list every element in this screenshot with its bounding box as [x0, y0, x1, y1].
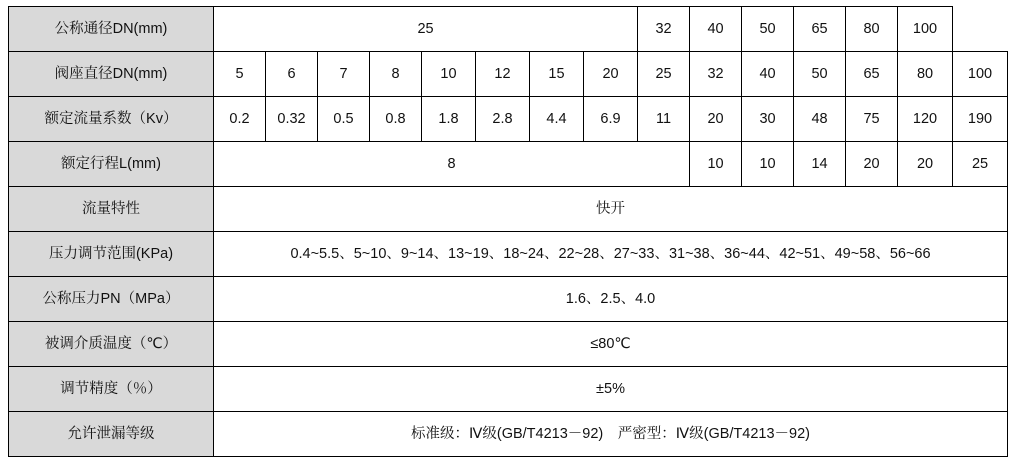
cell-rated-flow-coefficient-5: 2.8 — [476, 97, 530, 142]
table-row — [9, 367, 1008, 412]
cell-seat-diameter-6: 15 — [530, 52, 584, 97]
row-label-pressure-adjust-range: 压力调节范围(KPa) — [9, 232, 214, 277]
cell-seat-diameter-8: 25 — [638, 52, 690, 97]
cell-rated-travel-5: 20 — [898, 142, 953, 187]
cell-seat-diameter-12: 65 — [846, 52, 898, 97]
table-row — [9, 322, 1008, 367]
cell-seat-diameter-5: 12 — [476, 52, 530, 97]
cell-rated-travel-4: 20 — [846, 142, 898, 187]
table-row — [9, 277, 1008, 322]
cell-rated-travel-2: 10 — [742, 142, 794, 187]
cell-pressure-adjust-range-0: 0.4~5.5、5~10、9~14、13~19、18~24、22~28、27~33、31~38、36~44、42~51、49~58、56~66 — [214, 232, 1008, 277]
cell-rated-flow-coefficient-13: 120 — [898, 97, 953, 142]
cell-seat-diameter-0: 5 — [214, 52, 266, 97]
cell-flow-characteristic-0: 快开 — [214, 187, 1008, 232]
cell-seat-diameter-7: 20 — [584, 52, 638, 97]
cell-rated-flow-coefficient-2: 0.5 — [318, 97, 370, 142]
row-label-flow-characteristic: 流量特性 — [9, 187, 214, 232]
cell-nominal-diameter-6: 100 — [898, 7, 953, 52]
cell-adjust-accuracy-0: ±5% — [214, 367, 1008, 412]
cell-rated-flow-coefficient-10: 30 — [742, 97, 794, 142]
table-row — [9, 52, 1008, 97]
cell-rated-flow-coefficient-1: 0.32 — [266, 97, 318, 142]
cell-seat-diameter-13: 80 — [898, 52, 953, 97]
cell-rated-flow-coefficient-12: 75 — [846, 97, 898, 142]
cell-seat-diameter-11: 50 — [794, 52, 846, 97]
spec-table-body — [9, 7, 1008, 457]
cell-nominal-pressure-0: 1.6、2.5、4.0 — [214, 277, 1008, 322]
cell-rated-travel-3: 14 — [794, 142, 846, 187]
table-row — [9, 232, 1008, 277]
cell-seat-diameter-14: 100 — [953, 52, 1008, 97]
row-label-adjust-accuracy: 调节精度（％） — [9, 367, 214, 412]
cell-seat-diameter-2: 7 — [318, 52, 370, 97]
row-label-nominal-diameter: 公称通径DN(mm) — [9, 7, 214, 52]
cell-nominal-diameter-3: 50 — [742, 7, 794, 52]
cell-seat-diameter-1: 6 — [266, 52, 318, 97]
row-label-medium-temperature: 被调介质温度（℃） — [9, 322, 214, 367]
cell-nominal-diameter-4: 65 — [794, 7, 846, 52]
table-row — [9, 7, 1008, 52]
cell-rated-travel-0: 8 — [214, 142, 690, 187]
cell-rated-flow-coefficient-0: 0.2 — [214, 97, 266, 142]
row-label-rated-flow-coefficient: 额定流量系数（Kv） — [9, 97, 214, 142]
table-row — [9, 97, 1008, 142]
cell-allowable-leakage-class-0: 标准级：Ⅳ级(GB/T4213－92) 严密型：Ⅳ级(GB/T4213－92) — [214, 412, 1008, 457]
table-row — [9, 142, 1008, 187]
cell-rated-flow-coefficient-8: 11 — [638, 97, 690, 142]
cell-nominal-diameter-5: 80 — [846, 7, 898, 52]
cell-rated-travel-1: 10 — [690, 142, 742, 187]
row-label-seat-diameter: 阀座直径DN(mm) — [9, 52, 214, 97]
cell-rated-flow-coefficient-14: 190 — [953, 97, 1008, 142]
cell-rated-flow-coefficient-11: 48 — [794, 97, 846, 142]
cell-nominal-diameter-2: 40 — [690, 7, 742, 52]
cell-seat-diameter-3: 8 — [370, 52, 422, 97]
row-label-rated-travel: 额定行程L(mm) — [9, 142, 214, 187]
valve-specification-table — [8, 6, 1008, 457]
table-row — [9, 412, 1008, 457]
row-label-nominal-pressure: 公称压力PN（MPa） — [9, 277, 214, 322]
cell-medium-temperature-0: ≤80℃ — [214, 322, 1008, 367]
cell-rated-flow-coefficient-9: 20 — [690, 97, 742, 142]
cell-rated-flow-coefficient-4: 1.8 — [422, 97, 476, 142]
cell-nominal-diameter-0: 25 — [214, 7, 638, 52]
cell-rated-flow-coefficient-7: 6.9 — [584, 97, 638, 142]
table-row — [9, 187, 1008, 232]
cell-seat-diameter-10: 40 — [742, 52, 794, 97]
cell-rated-flow-coefficient-6: 4.4 — [530, 97, 584, 142]
cell-seat-diameter-9: 32 — [690, 52, 742, 97]
row-label-allowable-leakage-class: 允许泄漏等级 — [9, 412, 214, 457]
cell-nominal-diameter-1: 32 — [638, 7, 690, 52]
cell-seat-diameter-4: 10 — [422, 52, 476, 97]
cell-rated-travel-6: 25 — [953, 142, 1008, 187]
cell-rated-flow-coefficient-3: 0.8 — [370, 97, 422, 142]
